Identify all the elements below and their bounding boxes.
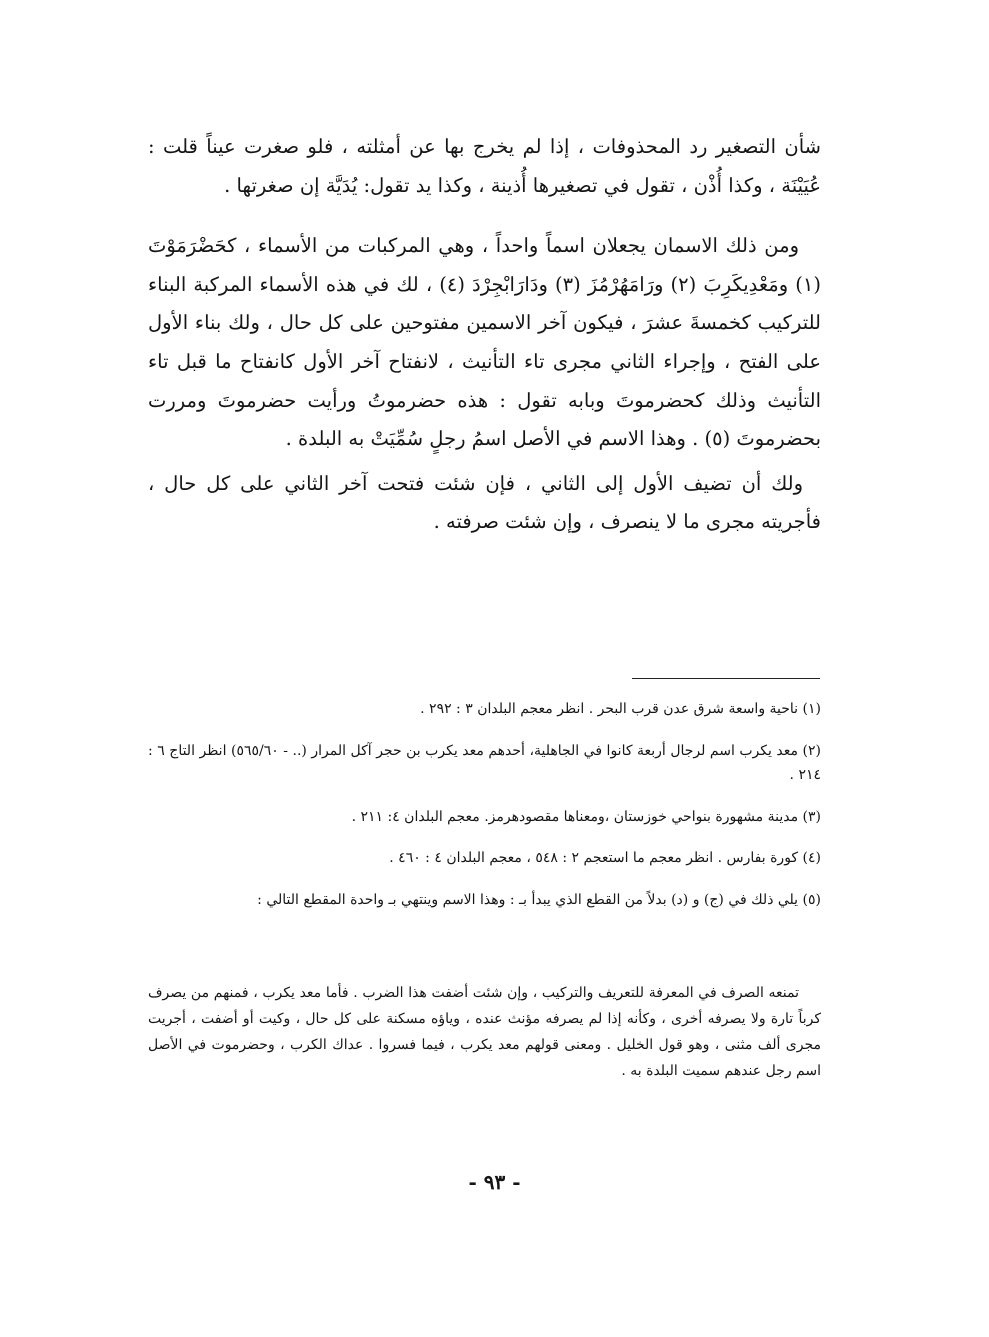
paragraph-diminutive: شأن التصغير رد المحذوفات ، إذا لم يخرج بها عن أمثلته ، فلو صغرت عيناً قلت : عُيَيْنَة ، وكذا أُذْن ، تقول في تصغيرها أُذينة ، وكذا يد تقول: يُدَيَّة إن صغرتها . <box>148 135 821 197</box>
footnote-1: (١) ناحية واسعة شرق عدن قرب البحر . انظر معجم البلدان ٣ : ٢٩٢ . <box>420 701 821 717</box>
footnote-4: (٤) كورة بفارس . انظر معجم ما استعجم ٢ : ٥٤٨ ، معجم البلدان ٤ : ٤٦٠ . <box>389 850 821 866</box>
footnote-3: (٣) مدينة مشهورة بنواحي خوزستان ،ومعناها مقصودهرمز. معجم البلدان ٤: ٢١١ . <box>351 808 821 825</box>
page-number: - ٩٣ - <box>468 1170 521 1194</box>
main-text <box>148 128 821 542</box>
paragraph-compound-names: ومن ذلك الاسمان يجعلان اسماً واحداً ، وهي المركبات من الأسماء ، كحَضْرَمَوْتَ (١) ومَعْدِيكَرِبَ (٢) ورَامَهُرْمُزَ (٣) ودَارَابْجِرْدَ (٤) ، لك في هذه الأسماء المركبة البناء للتركيب كخمسةَ عشرَ ، فيكون آخر الاسمين مفتوحين على كل حال ، ولك بناء الأول على الفتح ، وإجراء الثاني مجرى تاء التأنيث ، لانفتاح آخر الأول كانفتاح ما قبل تاء التأنيث وذلك كحضرموتَ وبابه تقول : هذه حضرموتُ ورأيت حضرموتَ ومررت بحضرموتَ (٥) . وهذا الاسم في الأصل اسمُ رجلٍ سُمِّيَتْ به البلدة . <box>148 234 821 451</box>
footnote-5: (٥) يلي ذلك في (ج) و (د) بدلاً من القطع الذي يبدأ بـ : وهذا الاسم وينتهي بـ واحدة المقطع التالي : <box>257 891 821 908</box>
footnote-2: (٢) معد يكرب اسم لرجال أربعة كانوا في الجاهلية، أحدهم معد يكرب بن حجر آكل المرار (.. - ٥٦٥/٦٠) انظر التاج ٦ : ٢١٤ . <box>148 742 821 783</box>
footnote-insert <box>148 980 821 1084</box>
footnote-separator <box>632 678 820 679</box>
footnote-insert-text: تمنعه الصرف في المعرفة للتعريف والتركيب ، وإن شئت أضفت هذا الضرب . فأما معد يكرب ، فمنهم من يصرف كرباً تارة ولا يصرفه أخرى ، وكأنه إذا لم يصرفه مؤنث عنده ، وياؤه مسكنة على كل حال ، وكيت أو أضفت ، أجريت مجرى ألف مثنى ، وهو قول الخليل . ومعنى قولهم معد يكرب ، فيما فسروا . عداك الكرب ، وحضرموت في الأصل اسم رجل عندهم سميت البلدة به . <box>148 985 821 1079</box>
footnotes <box>148 697 821 924</box>
paragraph-annexation: ولك أن تضيف الأول إلى الثاني ، فإن شئت فتحت آخر الثاني على كل حال ، فأجريته مجرى ما لا ينصرف ، وإن شئت صرفته . <box>148 471 821 534</box>
